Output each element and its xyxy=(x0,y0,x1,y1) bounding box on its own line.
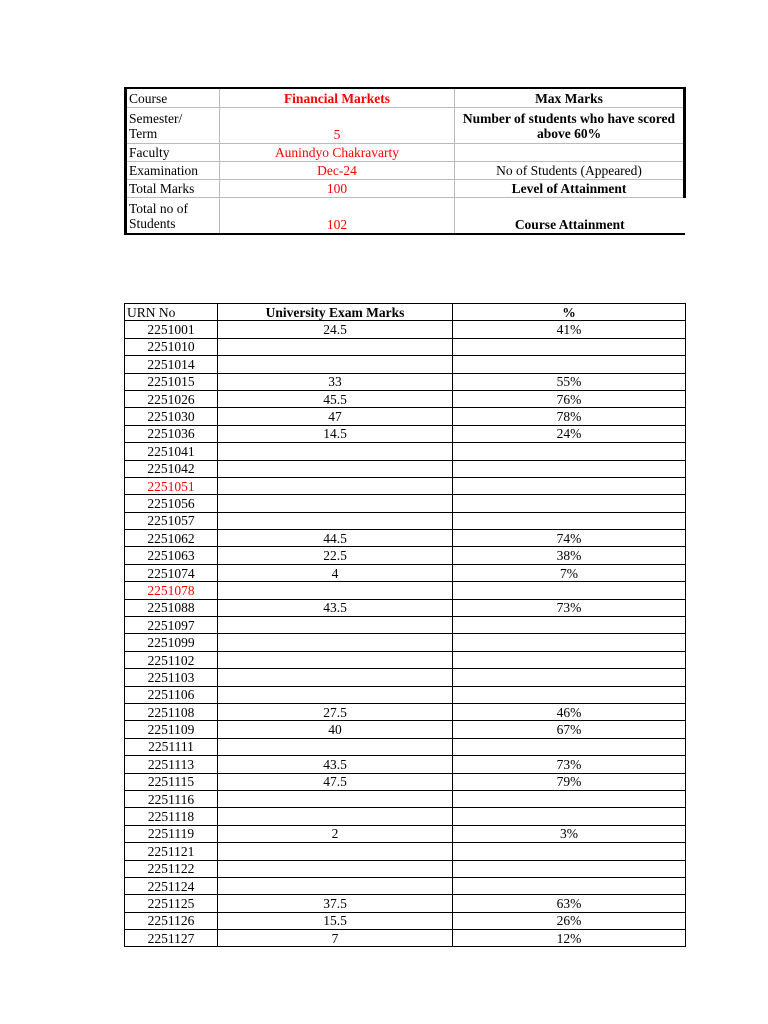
max-marks-label: Max Marks xyxy=(455,88,685,108)
urn-cell: 2251026 xyxy=(125,390,218,407)
percent-cell: 74% xyxy=(453,530,686,547)
marks-cell: 27.5 xyxy=(218,703,453,720)
marks-cell: 40 xyxy=(218,721,453,738)
marks-cell xyxy=(218,877,453,894)
percent-cell xyxy=(453,877,686,894)
urn-cell: 2251063 xyxy=(125,547,218,564)
urn-cell: 2251108 xyxy=(125,703,218,720)
marks-cell: 43.5 xyxy=(218,599,453,616)
urn-cell: 2251103 xyxy=(125,669,218,686)
percent-cell xyxy=(453,460,686,477)
percent-cell xyxy=(453,634,686,651)
percent-cell: 3% xyxy=(453,825,686,842)
total-marks-row xyxy=(126,180,685,198)
urn-cell: 2251078 xyxy=(125,582,218,599)
urn-cell: 2251057 xyxy=(125,512,218,529)
urn-cell: 2251116 xyxy=(125,790,218,807)
marks-cell: 4 xyxy=(218,564,453,581)
marks-cell xyxy=(218,790,453,807)
table-row xyxy=(125,530,686,547)
table-row xyxy=(125,582,686,599)
table-row xyxy=(125,756,686,773)
examination-label: Examination xyxy=(126,162,220,180)
appeared-label: No of Students (Appeared) xyxy=(455,162,685,180)
urn-cell: 2251010 xyxy=(125,338,218,355)
table-row xyxy=(125,547,686,564)
semester-label xyxy=(126,108,220,144)
marks-cell xyxy=(218,477,453,494)
table-row xyxy=(125,860,686,877)
marks-cell: 47 xyxy=(218,408,453,425)
table-row xyxy=(125,373,686,390)
marks-cell: 14.5 xyxy=(218,425,453,442)
percent-cell: 63% xyxy=(453,895,686,912)
total-students-value: 102 xyxy=(220,198,455,235)
urn-cell: 2251102 xyxy=(125,651,218,668)
table-row xyxy=(125,825,686,842)
urn-cell: 2251126 xyxy=(125,912,218,929)
table-row xyxy=(125,321,686,338)
urn-cell: 2251014 xyxy=(125,356,218,373)
marks-cell: 37.5 xyxy=(218,895,453,912)
total-marks-value: 100 xyxy=(220,180,455,198)
percent-cell: 7% xyxy=(453,564,686,581)
total-students-row xyxy=(126,198,685,235)
urn-cell: 2251088 xyxy=(125,599,218,616)
marks-cell: 45.5 xyxy=(218,390,453,407)
percent-cell: 79% xyxy=(453,773,686,790)
percent-cell xyxy=(453,860,686,877)
faculty-empty-cell xyxy=(455,144,685,162)
percent-cell xyxy=(453,495,686,512)
table-row xyxy=(125,564,686,581)
marks-cell xyxy=(218,808,453,825)
marks-cell xyxy=(218,634,453,651)
percent-cell xyxy=(453,669,686,686)
percent-cell xyxy=(453,843,686,860)
marks-cell xyxy=(218,686,453,703)
table-row xyxy=(125,512,686,529)
percent-cell xyxy=(453,582,686,599)
urn-cell: 2251109 xyxy=(125,721,218,738)
percent-cell: 12% xyxy=(453,930,686,947)
percent-cell xyxy=(453,338,686,355)
marks-cell xyxy=(218,495,453,512)
percent-cell: 76% xyxy=(453,390,686,407)
urn-cell: 2251030 xyxy=(125,408,218,425)
marks-cell xyxy=(218,512,453,529)
table-row xyxy=(125,808,686,825)
urn-cell: 2251036 xyxy=(125,425,218,442)
urn-cell: 2251124 xyxy=(125,877,218,894)
marks-cell xyxy=(218,651,453,668)
urn-cell: 2251115 xyxy=(125,773,218,790)
urn-cell: 2251111 xyxy=(125,738,218,755)
attainment-level-label: Level of Attainment xyxy=(455,180,685,198)
table-row xyxy=(125,443,686,460)
percent-cell xyxy=(453,790,686,807)
marks-cell xyxy=(218,443,453,460)
marks-cell xyxy=(218,582,453,599)
total-students-label: Total no of Students xyxy=(126,198,220,235)
table-row xyxy=(125,460,686,477)
table-row xyxy=(125,495,686,512)
percent-cell: 73% xyxy=(453,756,686,773)
urn-cell: 2251121 xyxy=(125,843,218,860)
table-row xyxy=(125,477,686,494)
table-row xyxy=(125,425,686,442)
faculty-row xyxy=(126,144,685,162)
marks-cell: 24.5 xyxy=(218,321,453,338)
urn-cell: 2251125 xyxy=(125,895,218,912)
urn-cell: 2251062 xyxy=(125,530,218,547)
urn-cell: 2251113 xyxy=(125,756,218,773)
percent-cell xyxy=(453,617,686,634)
table-row xyxy=(125,703,686,720)
urn-cell: 2251041 xyxy=(125,443,218,460)
urn-cell: 2251015 xyxy=(125,373,218,390)
marks-cell xyxy=(218,843,453,860)
marks-cell: 7 xyxy=(218,930,453,947)
marks-body xyxy=(125,321,686,947)
marks-cell xyxy=(218,356,453,373)
table-row xyxy=(125,930,686,947)
urn-header: URN No xyxy=(125,304,218,321)
percent-cell: 38% xyxy=(453,547,686,564)
table-row xyxy=(125,721,686,738)
marks-cell: 44.5 xyxy=(218,530,453,547)
faculty-label: Faculty xyxy=(126,144,220,162)
urn-cell: 2251122 xyxy=(125,860,218,877)
marks-cell xyxy=(218,860,453,877)
table-row xyxy=(125,895,686,912)
marks-cell: 47.5 xyxy=(218,773,453,790)
table-row xyxy=(125,338,686,355)
examination-row xyxy=(126,162,685,180)
marks-cell: 22.5 xyxy=(218,547,453,564)
percent-cell: 26% xyxy=(453,912,686,929)
table-row xyxy=(125,669,686,686)
marks-cell xyxy=(218,617,453,634)
percent-cell xyxy=(453,512,686,529)
course-attainment-label: Course Attainment xyxy=(455,198,685,235)
marks-cell: 43.5 xyxy=(218,756,453,773)
table-row xyxy=(125,843,686,860)
course-row xyxy=(126,88,685,108)
percent-cell: 55% xyxy=(453,373,686,390)
table-row xyxy=(125,686,686,703)
table-row xyxy=(125,408,686,425)
percent-cell: 67% xyxy=(453,721,686,738)
urn-cell: 2251051 xyxy=(125,477,218,494)
percent-header: % xyxy=(453,304,686,321)
urn-cell: 2251074 xyxy=(125,564,218,581)
course-label: Course xyxy=(126,88,220,108)
table-row xyxy=(125,877,686,894)
table-row xyxy=(125,773,686,790)
urn-cell: 2251097 xyxy=(125,617,218,634)
percent-cell xyxy=(453,808,686,825)
percent-cell xyxy=(453,651,686,668)
percent-cell: 73% xyxy=(453,599,686,616)
table-row xyxy=(125,651,686,668)
marks-cell xyxy=(218,460,453,477)
urn-cell: 2251001 xyxy=(125,321,218,338)
urn-cell: 2251106 xyxy=(125,686,218,703)
marks-cell: 33 xyxy=(218,373,453,390)
examination-value: Dec-24 xyxy=(220,162,455,180)
marks-cell xyxy=(218,738,453,755)
table-row xyxy=(125,634,686,651)
percent-cell xyxy=(453,738,686,755)
percent-cell xyxy=(453,443,686,460)
marks-header-row xyxy=(125,304,686,321)
urn-cell: 2251099 xyxy=(125,634,218,651)
course-value: Financial Markets xyxy=(220,88,455,108)
faculty-value: Aunindyo Chakravarty xyxy=(220,144,455,162)
percent-cell: 41% xyxy=(453,321,686,338)
scored-above-60-label: Number of students who have scored above 60% xyxy=(455,108,685,144)
exam-marks-header: University Exam Marks xyxy=(218,304,453,321)
table-row xyxy=(125,599,686,616)
total-marks-label: Total Marks xyxy=(126,180,220,198)
table-row xyxy=(125,912,686,929)
urn-cell: 2251056 xyxy=(125,495,218,512)
table-row xyxy=(125,790,686,807)
table-row xyxy=(125,390,686,407)
percent-cell: 78% xyxy=(453,408,686,425)
marks-table xyxy=(124,303,686,947)
marks-cell: 2 xyxy=(218,825,453,842)
marks-cell xyxy=(218,338,453,355)
urn-cell: 2251042 xyxy=(125,460,218,477)
urn-cell: 2251118 xyxy=(125,808,218,825)
percent-cell: 46% xyxy=(453,703,686,720)
semester-label-text: Semester/ Term xyxy=(129,110,183,141)
table-row xyxy=(125,738,686,755)
marks-cell: 15.5 xyxy=(218,912,453,929)
percent-cell xyxy=(453,477,686,494)
course-info-table xyxy=(124,87,686,235)
percent-cell: 24% xyxy=(453,425,686,442)
table-row xyxy=(125,617,686,634)
percent-cell xyxy=(453,686,686,703)
table-row xyxy=(125,356,686,373)
percent-cell xyxy=(453,356,686,373)
semester-value: 5 xyxy=(220,108,455,144)
semester-row xyxy=(126,108,685,144)
urn-cell: 2251127 xyxy=(125,930,218,947)
urn-cell: 2251119 xyxy=(125,825,218,842)
marks-cell xyxy=(218,669,453,686)
